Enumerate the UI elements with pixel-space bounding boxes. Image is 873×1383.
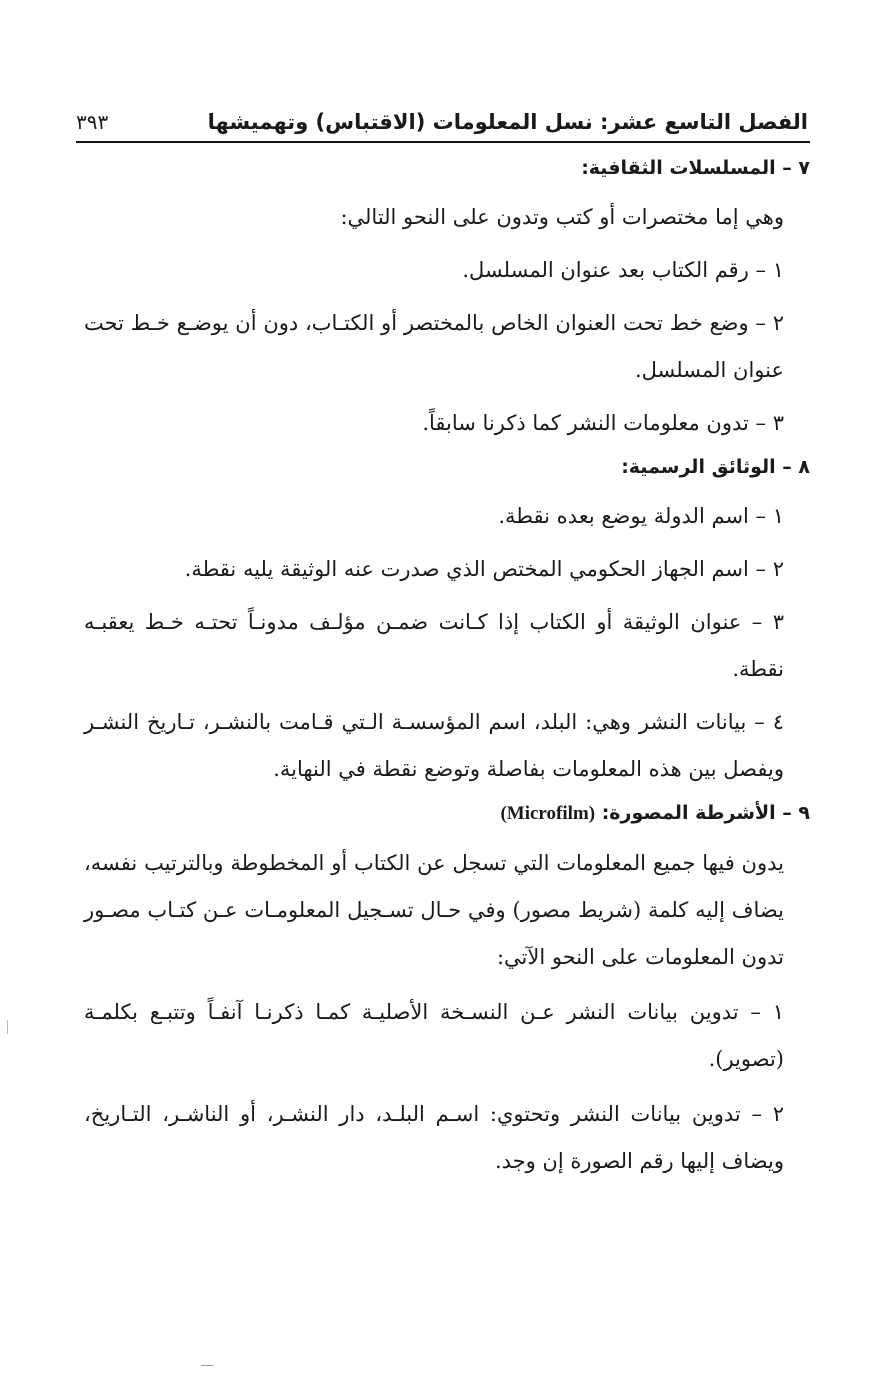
page-number: ٣٩٣ xyxy=(76,110,109,134)
section-heading-cultural-series: ٧ – المسلسلات الثقافية: xyxy=(581,157,810,179)
section-heading-official-documents: ٨ – الوثائق الرسمية: xyxy=(621,456,810,478)
microfilm-intro: يدون فيها جميع المعلومات التي تسجل عن الكتاب أو المخطوطة وبالترتيب نفسه، يضاف إليه كلمة (شريط مصور) وفي حـال تسـجيل المعلومـات عـن كتـاب مصـور تدون المعلومات على النحو الآتي: xyxy=(84,851,784,969)
page-body xyxy=(84,148,810,1185)
cultural-series-item-2: ٢ – وضع خط تحت العنوان الخاص بالمختصر أو الكتـاب، دون أن يوضـع خـط تحت عنوان المسلسل. xyxy=(84,311,784,382)
official-documents-item-4: ٤ – بيانات النشر وهي: البلد، اسم المؤسسـة الـتي قـامت بالنشـر، تـاريخ النشـر ويفصل بين هذه المعلومات بفاصلة وتوضع نقطة في النهاية. xyxy=(84,710,784,781)
official-documents-item-3: ٣ – عنوان الوثيقة أو الكتاب إذا كـانت ضمـن مؤلـف مدونـاً تحتـه خـط يعقبـه نقطة. xyxy=(84,610,784,681)
official-documents-item-2: ٢ – اسم الجهاز الحكومي المختص الذي صدرت عنه الوثيقة يليه نقطة. xyxy=(184,557,784,581)
section-heading-microfilm xyxy=(84,793,810,834)
cultural-series-item-1: ١ – رقم الكتاب بعد عنوان المسلسل. xyxy=(462,258,784,282)
header-rule xyxy=(76,141,810,143)
scan-edge-mark xyxy=(7,1020,8,1034)
cultural-series-item-3: ٣ – تدون معلومات النشر كما ذكرنا سابقاً. xyxy=(422,411,784,435)
running-header xyxy=(76,100,808,136)
scan-mark xyxy=(201,1365,213,1366)
cultural-series-intro: وهي إما مختصرات أو كتب وتدون على النحو التالي: xyxy=(340,205,784,229)
official-documents-item-1: ١ – اسم الدولة يوضع بعده نقطة. xyxy=(498,504,784,528)
microfilm-item-2: ٢ – تدوين بيانات النشر وتحتوي: اسـم البلـد، دار النشـر، أو الناشـر، التـاريخ، ويضاف إليها رقم الصورة إن وجد. xyxy=(84,1102,784,1173)
microfilm-heading-latin: (Microfilm) xyxy=(500,803,596,824)
microfilm-item-1: ١ – تدوين بيانات النشر عـن النسـخة الأصليـة كمـا ذكرنـا آنفـاً وتتبـع بكلمـة (تصوير). xyxy=(84,1000,784,1071)
microfilm-heading-arabic: ٩ – الأشرطة المصورة: xyxy=(601,802,810,824)
chapter-title: الفصل التاسع عشر: نسل المعلومات (الاقتباس) وتهميشها xyxy=(207,110,808,134)
